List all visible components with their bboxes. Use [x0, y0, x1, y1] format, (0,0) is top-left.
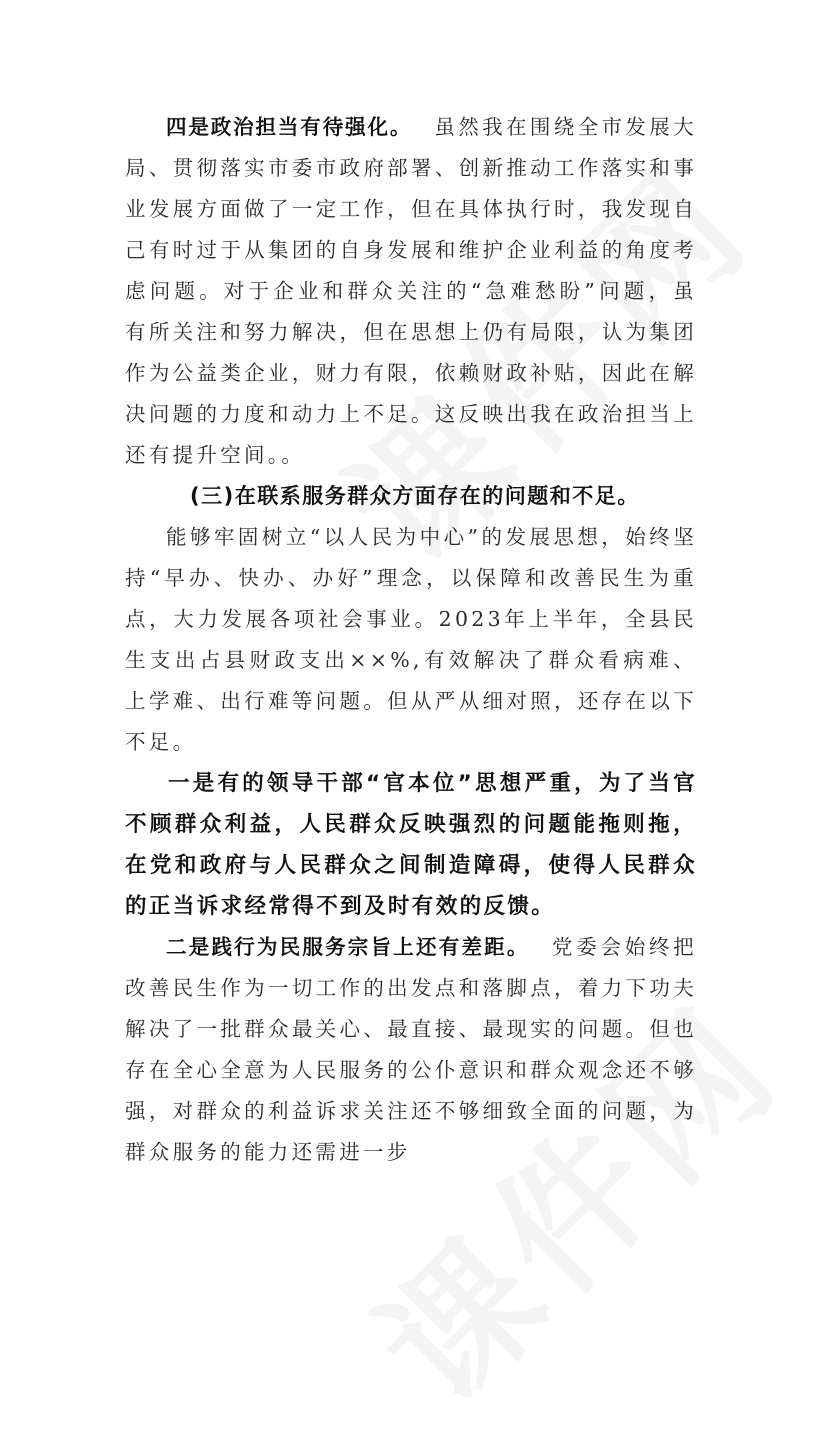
paragraph-lead: 四是政治担当有待强化。: [166, 115, 413, 139]
document-body: [125, 107, 697, 1173]
paragraph-intro: 能够牢固树立“以人民为中心”的发展思想，始终坚持“早办、快办、办好”理念，以保障和改善民生为重点，大力发展各项社会事业。2023年上半年，全县民生支出占县财政支出××%,有效解决了群众看病难、上学难、出行难等问题。但从严从细对照，还存在以下不足。: [125, 525, 697, 754]
paragraph-text: 虽然我在围绕全市发展大局、贯彻落实市委市政府部署、创新推动工作落实和事业发展方面做了一定工作，但在具体执行时，我发现自己有时过于从集团的自身发展和维护企业利益的角度考虑问题。对于企业和群众关注的“急难愁盼”问题，虽有所关注和努力解决，但在思想上仍有局限，认为集团作为公益类企业，财力有限，依赖财政补贴，因此在解决问题的力度和动力上不足。这反映出我在政治担当上还有提升空间。。: [125, 115, 697, 467]
paragraph-service-gap: [125, 927, 697, 1173]
paragraph-bureaucratism: 一是有的领导干部“官本位”思想严重，为了当官不顾群众利益，人民群众反映强烈的问题能拖则拖，在党和政府与人民群众之间制造障碍，使得人民群众的正当诉求经常得不到及时有效的反馈。: [125, 771, 697, 919]
paragraph-text: 党委会始终把改善民生作为一切工作的出发点和落脚点，着力下功夫解决了一批群众最关心、最直接、最现实的问题。但也存在全心全意为人民服务的公仆意识和群众观念还不够强，对群众的利益诉求关注还不够细致全面的问题，为群众服务的能力还需进一步: [125, 935, 697, 1164]
paragraph-political-responsibility: [125, 107, 697, 476]
paragraph-lead: 二是践行为民服务宗旨上还有差距。: [166, 935, 530, 959]
section-heading: (三)在联系服务群众方面存在的问题和不足。: [190, 484, 640, 508]
